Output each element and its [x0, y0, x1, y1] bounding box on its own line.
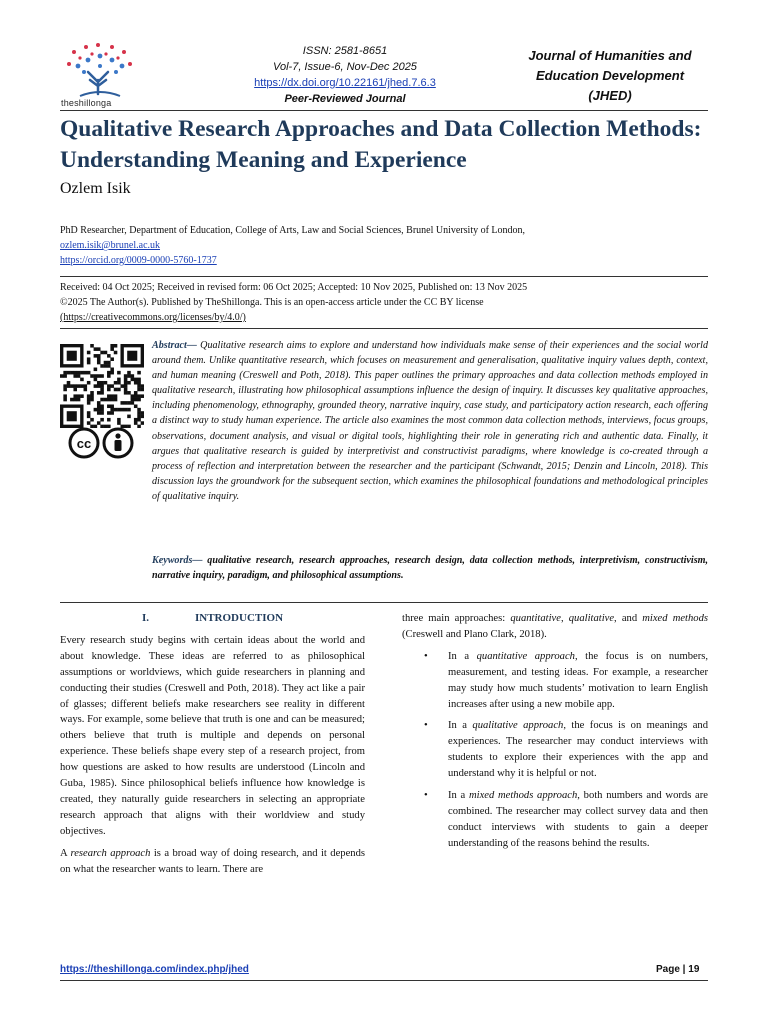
keywords-label: Keywords— — [152, 555, 203, 566]
author-name: Ozlem Isik — [60, 180, 131, 197]
footer-divider — [60, 980, 708, 981]
text-run: In a — [448, 790, 469, 802]
doi-link[interactable]: https://dx.doi.org/10.22161/jhed.7.6.3 — [254, 77, 436, 89]
email-link[interactable]: ozlem.isik@brunel.ac.uk — [60, 240, 161, 251]
text-run: , and — [614, 613, 643, 624]
svg-text:cc: cc — [76, 436, 92, 451]
bullet: • — [424, 720, 428, 732]
copyright-notice: ©2025 The Author(s). Published by TheShillonga. This is an open-access article under the CC BY license — [60, 297, 484, 308]
cc-by-license-icon — [68, 427, 136, 459]
journal-website-link[interactable]: https://theshillonga.com/index.php/jhed — [60, 964, 249, 975]
approach-list — [402, 649, 708, 852]
qr-code-icon — [60, 344, 144, 428]
text-run: , the focus is on meanings and experiences. The researcher may conduct interviews with students to explore their experiences with the app and understand why it is helpful or not. — [448, 720, 709, 780]
emphasis: research approach — [70, 847, 151, 859]
paragraph: Every research study begins with certain ideas about the world and about knowledge. These ideas are referred to as philosophical assumptions or worldviews, which guide researchers in planning and conducting their studies (Creswell and Poth, 2018). They act like a pair of glasses; different beliefs make researchers see reality in different ways. For example, some believe that truth is one and can be measured; others believe that truth is multiple and depends on personal experience. These beliefs shape every step of a research project, from how questions are asked to how results are understood (Lincoln and Guba, 1985). Since philosophical beliefs influence how knowledge is created, they naturally guide researchers in selecting an appropriate research approach that aligns with their worldview and study objectives. — [60, 634, 365, 837]
text-run: is a broad way of doing research, and it depends on what the researcher wants to learn. There are — [60, 847, 365, 875]
body-column-left — [60, 611, 365, 884]
text-run: , both numbers and words are combined. The researcher may collect survey data and then conduct interviews with students to gain a deeper understanding of the reasons behind the results. — [448, 790, 708, 849]
emphasis: qualitative — [568, 613, 615, 624]
orcid-link[interactable]: https://orcid.org/0009-0000-5760-1737 — [60, 255, 217, 266]
section-number: I. — [141, 612, 149, 624]
bullet: • — [424, 650, 428, 662]
license-link[interactable]: (https://creativecommons.org/licenses/by/4.0/) — [60, 312, 246, 323]
author-affiliation-block — [60, 223, 720, 268]
emphasis: mixed methods approach — [468, 790, 578, 802]
journal-abbreviation: (JHED) — [588, 88, 632, 103]
text-run: A — [60, 847, 71, 859]
publication-info — [60, 280, 720, 325]
emphasis: quantitative — [510, 613, 561, 624]
list-item — [402, 649, 708, 713]
section-title: INTRODUCTION — [195, 612, 284, 624]
text-run: three main approaches: — [402, 613, 511, 624]
peer-reviewed-label: Peer-Reviewed Journal — [284, 93, 406, 105]
emphasis: quantitative approach — [476, 650, 575, 662]
abstract-text: Qualitative research aims to explore and understand how individuals make sense of their experiences and the social world around them. Unlike quantitative research, which focuses on measurement and generalisation, qualitative inquiry values depth, context, and human meaning (Creswell and Poth, 2018). This paper outlines the primary approaches and data collection methods employed in qualitative research, illustrating how philosophical assumptions influence the design of inquiry. It discusses key qualitative approaches, including phenomenology, ethnography, grounded theory, narrative inquiry, case study, and participatory action research, each offering a distinct way to study human experience. The article also examines the most common data collection methods, interviews, focus groups, observations, document analysis, and visual or digital tools, highlighting their role in generating rich and authentic data. Finally, it argues that qualitative research is guided by interpretivist and constructivist paradigms, where knowledge is co-created through a process of reflection and interpretation between the researcher and the participant (Schwandt, 2015; Denzin and Lincoln, 2018). This discussion lays the groundwork for the subsequent section, which examines the philosophical foundations and methodological principles of qualitative inquiry. — [152, 340, 708, 502]
article-dates: Received: 04 Oct 2025; Received in revised form: 06 Oct 2025; Accepted: 10 Nov 2025, Published on: 13 Nov 2025 — [60, 282, 528, 293]
page-number: Page | 19 — [656, 964, 700, 975]
divider — [60, 276, 708, 277]
emphasis: qualitative approach — [472, 720, 564, 732]
text-run: (Creswell and Plano Clark, 2018). — [402, 628, 547, 640]
emphasis: mixed methods — [642, 613, 708, 624]
paragraph — [402, 611, 708, 643]
divider — [60, 602, 708, 603]
text-run: In a — [448, 720, 473, 732]
abstract-label: Abstract— — [152, 340, 197, 351]
journal-meta — [235, 43, 455, 107]
text-run: , the focus is on numbers, measurement, and testing ideas. For example, a researcher may study how much students’ motivation to learn English increases after using a new mobile app. — [448, 650, 708, 710]
keywords-text: qualitative research, research approaches, research design, data collection methods, interpretivism, constructivism, narrative inquiry, paradigm, and philosophical assumptions. — [152, 555, 708, 582]
abstract — [152, 338, 708, 504]
issn: ISSN: 2581-8651 — [302, 45, 388, 57]
affiliation: PhD Researcher, Department of Education, College of Arts, Law and Social Sciences, Brunel University of London, — [60, 225, 526, 236]
paragraph — [60, 846, 365, 878]
text-run: In a — [448, 650, 477, 662]
divider — [60, 328, 708, 329]
keywords — [152, 553, 708, 583]
bullet: • — [424, 790, 428, 802]
header-divider — [60, 110, 708, 111]
logo-wordmark: theshillonga — [61, 98, 112, 108]
list-item — [402, 718, 708, 782]
text-run: , — [560, 613, 569, 624]
list-item — [402, 788, 708, 852]
volume-issue: Vol-7, Issue-6, Nov-Dec 2025 — [273, 61, 417, 73]
section-heading — [60, 611, 365, 627]
body-column-right — [402, 611, 708, 858]
journal-name-line2: Education Development — [535, 68, 685, 83]
article-title: Qualitative Research Approaches and Data Collection Methods: Understanding Meaning and Experience — [60, 116, 702, 173]
journal-name-line1: Journal of Humanities and — [528, 48, 692, 63]
journal-name — [490, 46, 730, 106]
